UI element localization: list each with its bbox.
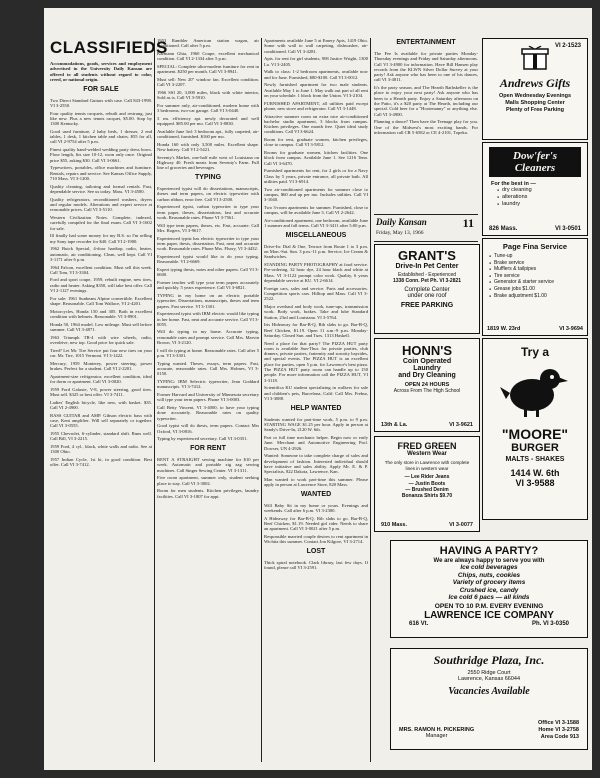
honns-across: Across From The High School — [393, 388, 461, 394]
southridge-phone: Office VI 3-1588 — [538, 720, 579, 726]
misc-ad: Major overhaul and body work, tune-ups, transmission work. Body work, brakes. Take and lube Standard Station, 23rd and Louisiana. VI 3-5764. — [264, 304, 368, 320]
dowfers-service: ● alterations — [497, 194, 528, 200]
apartment-ad: Walk to class: 1-2 bedroom apartments, available now and for June. Furnished, $80-$100. Call VI 3-0012. — [264, 69, 368, 80]
help-wanted-ad: Wanted: Someone to take complete charge of sales and development of fashion. Interested individual should have initiative and sales ability. Apply Mr. E. & P. Specialists, 822 Dakota, Lawrence, Kan. — [264, 453, 368, 475]
classified-ad: Honda 50, 1964 model. Low mileage. Must sell before summer. Call VI 3-4871. — [50, 321, 152, 333]
bullet-icon: ● — [497, 202, 500, 206]
southridge-name: Southridge Plaza, Inc. — [433, 653, 545, 667]
fredgreen-address: 910 Mass. — [381, 522, 407, 528]
andrews-lines — [483, 93, 587, 114]
classified-ad: Quality cleaning, tailoring and formal rentals. Fast, dependable service. See us today. Mass. VI 3-4500. — [50, 183, 152, 194]
honns-address: 13th & La. — [381, 422, 408, 428]
classified-ad: Seventy's Market, one-half mile west of Louisiana on Highway 40. Fresh meats from Seventy's Farm. Full line of groceries and beverages. — [157, 154, 259, 171]
andrews-gifts-ad — [482, 38, 588, 140]
help-wanted-list — [264, 417, 368, 488]
honns-hours: OPEN 24 HOURS — [404, 382, 450, 388]
for-rent-ad: RENT A STRAIGHT sewing machine for $10 per week. Automatic and portable zig zag sewing machines. Call Singer Sewing Center. VI 3-1311. — [157, 456, 259, 473]
entertainment-item: It's the party season, and The Hearth Rathskeller is the place to enjoy your next party! Ask anyone who has been to a Hearth party. Enjoy a Saturday afternoon on the Patio, it's a $20 party at The Hearth, including our special. Cold beer for a "Hootenanny" or anything else. Call VI 3-4900. — [374, 85, 478, 117]
pagefina-item: ● Tire service — [489, 272, 520, 279]
classified-ad: Must sell: New 20" window fan. Excellent condition. Call VI 3-2207. — [157, 76, 259, 88]
classified-ad: 1966 SSI 20, 3,000 miles, black with white interior, Sold as is. Call VI 3-5910. — [157, 89, 259, 101]
bullet-icon: ● — [489, 280, 492, 285]
bird-mascot-icon — [500, 361, 570, 419]
moore-line1: BURGER — [511, 442, 559, 454]
honns-name: HONN'S — [401, 343, 453, 358]
classifieds-intro: Accommodations, goods, services and employment advertised in the University Daily Kansan are offered to all students without regard to color, creed, or national origin. — [50, 61, 152, 82]
andrews-line: Open Wednesday Evenings — [498, 93, 572, 99]
misc-heading: MISCELLANEOUS — [285, 231, 347, 239]
masthead-page-number: 11 — [462, 216, 474, 230]
dowfers-services — [497, 187, 587, 208]
fredgreen-name: FRED GREEN — [397, 441, 457, 451]
fredgreen-line1: Western Wear — [407, 451, 447, 457]
typing-ad: Will do typing in my home. Accurate typing, reasonable rates and prompt service. Call Mrs. Marvin Brown, VI 3-2120. — [157, 329, 259, 346]
andrews-name: Andrews Gifts — [499, 76, 571, 90]
typing-ad: Experienced typist, carbon typewriter to type your term paper, theses, dissertations, fast and accurate work. Reasonable rates. Phone VI 3-7561. — [157, 204, 259, 221]
ice-name: LAWRENCE ICE COMPANY — [424, 609, 554, 621]
fredgreen-line2: The only store in Lawrence with complete lines in western wear — [384, 460, 470, 471]
southridge-vacancies: Vacancies Available — [448, 686, 530, 697]
southridge-phone: Home VI 3-2758 — [538, 727, 579, 733]
andrews-phone: VI 2-1523 — [554, 43, 581, 49]
dowfers-name: Dow'fer's Cleaners — [489, 147, 581, 177]
classified-ad: Honda 160 with only 3,500 miles. Excellent shape. New battery. Call VI 2-5421. — [157, 141, 259, 153]
dowfers-tagline: For the best in — — [491, 181, 536, 187]
classified-ad: 3 rm. efficiency apt. newly decorated and well equipped. $85.00 per mo. Call VI 3-8830. — [157, 115, 259, 127]
typing-ad: Experienced typist would like to do your typing. Reasonable. VI 2-6669. — [157, 253, 259, 265]
apartment-ad: Air-conditioned apartment, one bedroom, available June 1 summer and fall terms. Call VI 3-3411 after 5:00 p.m. — [264, 217, 368, 229]
misc-ad: Drive-In: Dial & One, Terrace from Route 1 to 3 p.m. on Mon.-Sat. Sun. 3 p.m.-11 p.m. Service, Ice Cream & Sandwiches. — [264, 243, 368, 260]
classified-ad: Ladies' English bicycle, like new, with basket. $35. Call VI 2-4900. — [50, 399, 152, 410]
typing-ad: Call Betty Vincent, VI 3-4000, to have your typing done accurately. Reasonable rates on quality typewriter. — [157, 405, 259, 421]
pagefina-phone: VI 3-9694 — [559, 326, 583, 332]
classified-ad: Typewriters, portables, office machines and furniture. Rentals, repairs and service. See Kansas Office Supply, 710 Mass. VI 3-1200. — [50, 165, 152, 181]
grants-line3: under one roof — [407, 293, 447, 299]
classified-ad: Good used furniture, 2 baby beds, 1 dresser, 2 end tables, 1 desk, 1 kitchen table and chairs. $55 for all, call VI 2-9754 after 5 p.m. — [50, 128, 152, 145]
classified-ad: 1963 Triumph TR-4 with wire wheels, radio, overdrive, new top. Good price for quick sale. — [50, 334, 152, 346]
classified-ad: BASS GUITAR and AMP. Gibson electric bass with case, Kent amplifier. Will sell separately or together. Call VI 3-0555. — [50, 412, 152, 429]
typing-ad: Experienced typist with IBM electric would like typing in her home. Fast, neat and accurate service. Call VI 3-0055. — [157, 311, 259, 327]
honns-line1: Coin Operated — [402, 358, 452, 365]
classified-ad: Ill finally had some money for my B.S. so I'm selling my Sony tape recorder for $40. Call VI 2-1900. — [50, 233, 152, 244]
pagefina-item: ● Brake service — [489, 259, 525, 266]
typing-ad: Experienced typist has electric typewriter to type your term paper, thesis, dissertation. Fast, neat and accurate work. Reasonable rates. Phone Mrs. Flurry, VI 3-4432. — [157, 235, 259, 252]
pagefina-item: ● Brake adjustment $1.00 — [489, 292, 547, 299]
classifieds-title: CLASSIFIEDS — [50, 38, 168, 57]
classifieds-column-2 — [157, 38, 259, 762]
ice-sub: We are always happy to serve you with — [433, 558, 545, 564]
classified-ad: Motorcycles, Honda 150 and 305. Both in excellent condition with helmets. Reasonable. VI 3-8901. — [50, 308, 152, 320]
apartment-ad: Attractive summer room on extra nice air-conditioned bachelor studio apartment, 3 blocks from campus. Kitchen privileges. One month free. Quiet ideal study conditions. Call VI 3-6624. — [264, 113, 368, 135]
lost-heading: LOST — [306, 548, 326, 556]
wanted-ad: Will Baby Sit in my home or yours. Evenings and weekends. Call after 6 p.m. VI 3-2300. — [264, 502, 368, 514]
ice-address: 616 Vt. — [409, 620, 429, 627]
classified-ad: Ford and sport coupe, 1959, rebuilt engine, new tires, radio and heater. Asking $350, will take best offer. Call VI 2-1127 evenings. — [50, 277, 152, 294]
for-rent-heading: FOR RENT — [190, 444, 226, 452]
bullet-icon: ● — [497, 188, 500, 192]
moore-try: Try a — [520, 345, 550, 359]
misc-list — [264, 244, 368, 401]
page-fina-ad — [482, 238, 588, 336]
moore-burger-ad — [482, 338, 588, 520]
typing-ad: TYPING: IBM Selectric typewriter, Jean Goddard manuscripts. VI 3-7412. — [157, 379, 259, 390]
entertainment-list — [374, 51, 478, 135]
lost-ad: Thick spiral notebook. Clark library, last few days. If found, please call VI 3-2591. — [264, 560, 368, 571]
classified-ad: Western Civilization Notes. Complete, indexed, carefully compiled for the final exam. Call VI 3-1602 for sale. — [50, 214, 152, 231]
typing-list — [157, 186, 259, 441]
bullet-icon: ● — [497, 195, 500, 199]
grants-pet-center-ad — [374, 244, 480, 334]
ice-items — [391, 564, 587, 602]
help-wanted-ad: Students wanted for part-time work, 5 p.m. to 9 p.m. STARTING WAGE $1.25 per hour. Apply in person at Sandy's Drive-In, 2120 W. 6th. — [264, 416, 368, 433]
ice-phone: Ph. VI 3-0350 — [531, 620, 569, 627]
pagefina-name: Page Fina Service — [502, 242, 568, 251]
southridge-phones — [538, 720, 579, 741]
wanted-ad: A Hideaway for Bar-B-Q. Rib slabs to go. Bar-B-Q, Beef Chicken, $1.19. Needed girl rider. Needs to share an apartment. Call VI 3-0021 after 5 p.m. — [264, 515, 368, 532]
dowfers-service: ● dry cleaning — [497, 187, 532, 193]
classified-ad: Finest quality hand-welded wedding party dress bows. Floor length, fits size 10-12, worn only once. Original price $55, asking $30. Call VI 3-0661. — [50, 147, 152, 163]
honns-line3: and Dry Cleaning — [398, 372, 456, 379]
classified-ad: 1955 Chevrolet, 6-cylinder, standard shift. Runs well. Call Bill, VI 3-2215. — [50, 430, 152, 442]
typing-ad: Typing wanted. Theses, essays, term papers. Fast, accurate, reasonable rates. Call Mrs. Holmes, VI 3-0150. — [157, 360, 259, 377]
ice-item: Ice cold beverages — [460, 564, 518, 571]
typing-ad: I will do typing at home. Reasonable rates. Call after 5 p.m. VI 3-3301. — [157, 347, 259, 359]
apartment-ad: Apartments available June 5 at Emery Apts, 1419 Ohio. Some with wall to wall carpeting, dishwasher, air-conditioned. Call VI 3-4281. — [264, 38, 368, 54]
classified-ad: Tired? Let Mr. Tire Service put four new tires on your car. Mr. Tire, 1015 Vermont. VI 3-1422. — [50, 347, 152, 358]
entertainment-heading: ENTERTAINMENT — [396, 39, 456, 46]
masthead — [374, 214, 478, 242]
apartments-list — [264, 38, 368, 229]
southridge-plaza-ad — [390, 648, 588, 750]
entertainment-item: Planning a dance? Then have the Teenage play for you. One of the Midwest's most exciting bands. For information call CR 5-6582 or CE 4-2101, Topeka. — [374, 119, 478, 135]
typing-ad: Expert typing thesis, notes and other papers. Call VI 3-6600. — [157, 266, 259, 278]
for-rent-ad: Five room apartment, summer only, student seeking place to stay. Call VI 3-3002. — [157, 475, 259, 486]
apartment-ad: Two air-conditioned apartments for summer close to campus, $60 and up per mo. Includes utilities. Call VI 3-1040. — [264, 186, 368, 203]
ice-item: Chips, nuts, cookies — [457, 571, 521, 579]
southridge-address: 2550 Ridge Court — [467, 670, 511, 676]
fredgreen-brand: — Lee Rider Jeans — [404, 474, 450, 481]
andrews-line: Malls Shopping Center — [505, 100, 565, 106]
fredgreen-brand: — Justin Boots — [408, 480, 446, 487]
ice-hours: OPEN TO 10 P.M. EVERY EVENING — [434, 602, 544, 610]
help-wanted-ad: Part or full time mechanic helper. Begin now or early June. Merchant and Automotive Engineering Prof. Dowser, UN 4-2926. — [264, 434, 368, 451]
moore-address: 1414 W. 6th — [510, 468, 560, 478]
for-sale-list — [50, 98, 152, 468]
apartment-ad: Newly furnished apartment for two male students. Available May 1 to June 1. May walk out part of all rent on your schedule. 1 block from the Union. VI 3-2104. — [264, 82, 368, 98]
classified-ad: Quality refrigerators, reconditioned washers, dryers and regular models. Alterations and expert service at reasonable prices. Call VI 3-5110. — [50, 196, 152, 213]
ice-headline: HAVING A PARTY? — [439, 545, 539, 557]
fredgreen-phone: VI 3-0077 — [449, 522, 473, 528]
for-sale-list-continued — [157, 38, 259, 171]
misc-ad: Need a place for that party? The PIZZA HUT party room is available Sun-Thur. for private parties, club dinners, private parties, fraternity and sorority hayrides, and special events. The PIZZA HUT is an excellent place for parties, open 5 p.m. for Lawrence's best pizza. The PIZZA HUT party room can handle up to 150 people. For more information call the PIZZA HUT, VI 3-3118. — [264, 340, 368, 383]
classified-ad: SPECIAL: Complete ultra-modern furniture for rent in apartment. $250 per month. Call VI 3-8941. — [157, 63, 259, 75]
masthead-paper-name: Daily Kansan — [376, 217, 427, 227]
entertainment-item: The Fee Is available for private parties Monday-Thursday evenings and Friday and Saturday afternoons. Call VI 3-4900 for information. Have Bill Hansen play records from the KLWN Silver Dollar Survey at your party! Ask anyone who has been to one of his dances, call VI 3-4811. — [374, 51, 478, 83]
for-rent-ad: Room for men students. Kitchen privileges, laundry facilities. Call VI 3-1807 for appt. — [157, 488, 259, 499]
honns-line2: Laundry — [413, 365, 441, 372]
classified-ad: Four quality tennis racquets, rebuilt and restrung, just like new. Plus a new tennis racquet, $5.00. Stop by 1300 Kentucky. — [50, 110, 152, 127]
newspaper-page — [44, 8, 592, 770]
classified-ad: For summer only, air-conditioned, modern home with 3 bedrooms, two-car garage. Call VI 3-0440. — [157, 102, 259, 114]
pagefina-item: ● Tune-up — [489, 253, 513, 259]
help-wanted-heading: HELP WANTED — [290, 404, 342, 412]
southridge-city: Lawrence, Kansas 66044 — [457, 676, 521, 682]
classified-ad: 1962 Buick Special, 4-door hardtop, radio, heater, automatic, air conditioning. Clean, well kept. Call VI 3-1171 after 6 p.m. — [50, 246, 152, 262]
moore-phone: VI 3-9588 — [515, 478, 555, 488]
fred-green-ad — [374, 436, 480, 532]
typing-heading: TYPING — [194, 174, 222, 182]
typing-ad: Typing by experienced secretary. Call VI 3-0351. — [157, 436, 248, 442]
dowfers-cleaners-ad — [482, 142, 588, 236]
wanted-heading: WANTED — [300, 490, 332, 498]
pagefina-items — [489, 253, 587, 299]
bullet-icon: ● — [489, 254, 492, 258]
gift-box-icon — [520, 43, 550, 71]
lawrence-ice-ad — [390, 540, 588, 638]
apartment-ad: Furnished apartments for rent, for 2 girls or for a Navy Class by 5 years, private entrance, all private bath. All utilities paid. VI 3-6914. — [264, 168, 368, 184]
classified-ad: 1959 Ford, 4 cyl., black, white walls and radio. See at 1300 Ohio. — [50, 443, 152, 455]
for-rent-list — [157, 457, 259, 499]
fredgreen-brands — [375, 474, 479, 500]
classified-ad: Two Direct Standard Guitars with case. Call 843-1998. VI 3-2550. — [50, 97, 152, 108]
misc-ad: Foreign cars, sales and service. Parts and accessories. Competition sports cars. Hilltop and Mass. Call VI 3-2522. — [264, 285, 368, 302]
classified-ad: Apartment-size refrigerator, excellent condition, ideal for dorm or apartment. Call VI 3-0020. — [50, 373, 152, 384]
for-sale-heading: FOR SALE — [83, 85, 119, 93]
fredgreen-brand: Bonanza Shirts $9.70 — [401, 493, 453, 500]
typing-ad: Former Harvard and University of Minnesota secretary will type your term papers. Phone VI 3-0003. — [157, 392, 259, 403]
masthead-date: Friday, May 13, 1966 — [376, 230, 424, 236]
typing-ad: Experienced typist will do dissertations, manuscripts, theses and term papers, on electric typewriter with carbon ribbon, error free. Call VI 3-2500. — [157, 186, 259, 202]
honns-laundry-ad — [374, 338, 480, 432]
honns-phone: VI 3-9621 — [449, 422, 473, 428]
misc-ad: STANDING PARTY PHOTOGRAPHY at food service. Pre-ordering, 32 hour dye, 24 hour black and white at Mass. VI 3-1122 prompt color work. Quality, 6 years dependable service at KU. VI 2-6614. — [264, 262, 368, 284]
dowfers-phone: VI 3-0501 — [554, 226, 581, 232]
typing-ad: Former teacher will type your term papers accurately and quickly. 5 years experience. Call VI 3-6821. — [157, 279, 259, 291]
pagefina-item: ● Grease jobs $1.00 — [489, 285, 535, 292]
grants-name: GRANT'S — [398, 248, 456, 263]
wanted-list — [264, 503, 368, 545]
apartment-ad: Room for rent, graduate women, kitchen privileges, close to campus. Call VI 3-5812. — [264, 137, 368, 148]
bullet-icon: ● — [489, 267, 492, 272]
classified-ad: Available June 3rd: 3 bedroom apt., fully carpeted, air-conditioned, furnished. $160 per mo. — [157, 128, 259, 140]
classified-ad: 1964 Falcon, excellent condition. Must sell this week. Call Tom, VI 3-3304. — [50, 264, 152, 275]
typing-ad: Good typist will do thesis, term papers. Contact Mrs Oxford, VI 3-0816. — [157, 423, 259, 434]
wanted-ad: Responsible married couple desires to rent apartment in Wichita this summer. Contact Jon Kilgore, VI 3-2714. — [264, 534, 368, 545]
lost-list — [264, 560, 368, 571]
southridge-phone: Area Code 913 — [540, 734, 579, 740]
moore-name: "MOORE" — [501, 426, 569, 442]
fredgreen-brand: — Brushed Denim — [405, 487, 449, 493]
misc-ad: Scientifica KU student specializing in walkers for sale and children's pets, Barcelona, Calif. Call Mrs. Frebur, VI 3-3888. — [264, 385, 368, 401]
misc-ad: Iris Hideaway for Bar-B-Q, Rib slabs to go. Bar-B-Q, Beef Chicken, $1.19. Open 11 a.m.-9 p.m. Monday-Saturday. Closed Sun. and Tues. 1313 Haskell. — [264, 322, 368, 338]
southridge-contact: MRS. RAMON H. PICKERING — [399, 727, 475, 733]
apartment-ad: Rooms for graduate women, kitchen facilities. One block from campus. Available June 1. See 1216 Tenn. Call VI 3-6470. — [264, 150, 368, 166]
classified-ad: Mercury, 1959 Monterey, power steering, power brakes. Perfect for a student. Call VI 2-2201. — [50, 360, 152, 371]
typing-ad: TYPING in my home on an electric portable typewriter. Dissertations, manuscripts, theses and term papers. Fast service. VI 3-1301. — [157, 292, 259, 309]
apartment-ad: FURNISHED APARTMENT, all utilities paid except phone, new stove and refrigerator. Call VI 3-1448. — [264, 100, 368, 111]
ice-item: Ice cold 6 pacs — all kinds — [448, 594, 530, 602]
bullet-icon: ● — [489, 286, 492, 291]
classified-ad: 1959 Ford Galaxie, V-8, power steering, good tires. Must sell. $325 or best offer. VI 3-7411. — [50, 386, 152, 397]
classifieds-column-3 — [264, 38, 368, 762]
andrews-line: Plenty of Free Parking — [505, 107, 565, 113]
apartment-ad: Two 3-room apartments for summer. Furnished, close to campus, will be available June 3. Call VI 2-2642. — [264, 204, 368, 216]
pagefina-item: ● Generator & starter service — [489, 279, 555, 286]
bullet-icon: ● — [489, 293, 492, 298]
dowfers-service: ● laundry — [497, 201, 521, 207]
dowfers-address: 826 Mass. — [489, 226, 518, 232]
grants-established: Established - Experienced — [397, 272, 457, 278]
grants-line1: Drive-In Pet Center — [395, 263, 459, 270]
bullet-icon: ● — [489, 273, 492, 278]
pagefina-item: ● Mufflers & tailpipes — [489, 266, 537, 273]
classified-ad: 1957 Indian Cycle, 1st hi, in good condition. Best offer. Call VI 3-7412. — [50, 456, 152, 468]
help-wanted-ad: Man wanted to work part-time this summer. Please apply in person at Lawrence Store, 820 Mass. — [264, 476, 368, 488]
ice-item: Crushed ice, candy — [459, 586, 519, 594]
classified-ad: For sale: 1961 Sunbeam Alpine convertible. Excellent shape. Reasonable. Call Tom Wallace, VI 2-4201. — [50, 295, 152, 307]
moore-line2: MALTS - SHAKES — [505, 456, 565, 463]
classified-ad: Karmann Ghia, 1960 Coupe, excellent mechanical condition. Call VI 2-1334 after 5 p.m. — [157, 50, 259, 62]
southridge-title: Manager — [425, 733, 448, 739]
pagefina-address: 1819 W. 23rd — [487, 326, 521, 332]
grants-parking: FREE PARKING — [400, 302, 454, 309]
ice-item: Variety of grocery items — [452, 579, 526, 587]
classifieds-column-1 — [50, 38, 168, 762]
grants-address: 1338 Conn. Pet Ph. VI 3-2821 — [392, 278, 462, 284]
grants-line2: Complete Center — [404, 287, 450, 293]
typing-ad: Will type term papers, theses, etc. Fast, accurate. Call Mrs. Rogers, VI 3-9617. — [157, 222, 259, 233]
classified-ad: 1953 Rambler American station wagon, air conditioned. Call after 5 p.m. — [157, 38, 259, 49]
bullet-icon: ● — [489, 260, 492, 265]
apartment-ad: Apts. for rent for girl students, 908 Justice Wright, 1300 La. VI 3-2405. — [264, 56, 368, 67]
entertainment-column — [374, 38, 478, 208]
